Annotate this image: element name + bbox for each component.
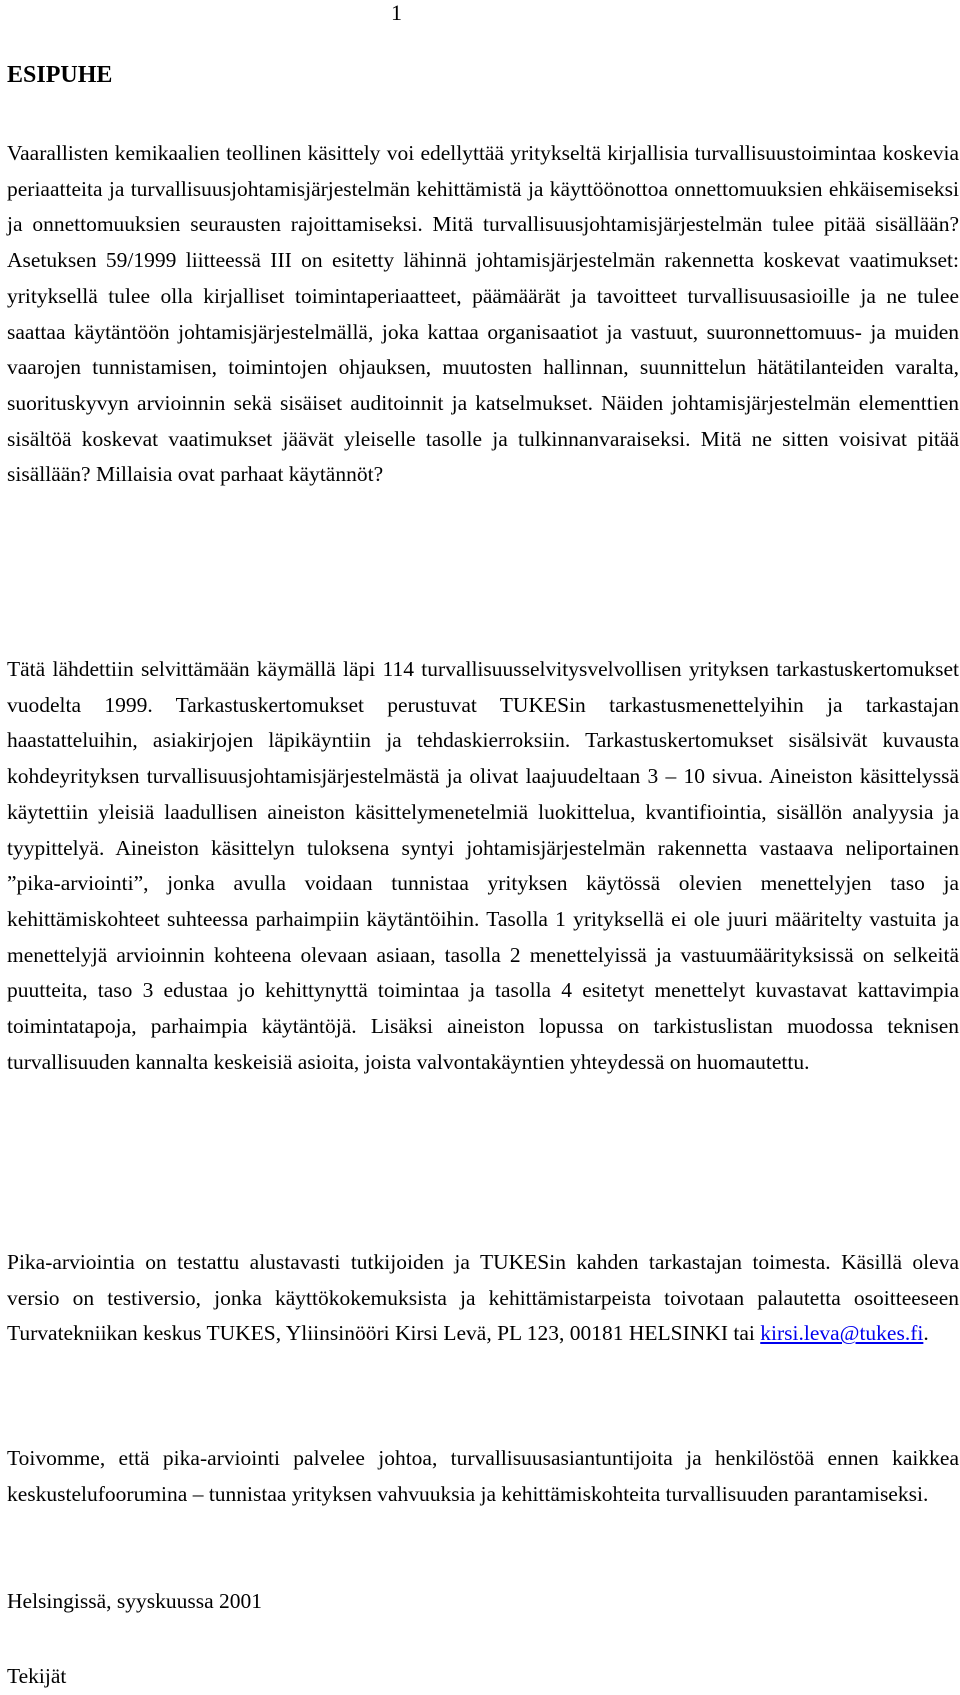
paragraph-feedback — [7, 1245, 959, 1352]
paragraph-method: Tätä lähdettiin selvittämään käymällä läpi 114 turvallisuusselvitysvelvollisen yrityksen tarkastuskertomukset vuodelta 1999. Tarkastuskertomukset perustuvat TUKESin tarkastusmenettelyihin ja tarkastajan haastatteluihin, asiakirjojen läpikäyntiin ja tehdaskierroksiin. Tarkastuskertomukset sisälsivät kuvausta kohdeyrityksen turvallisuusjohtamisjärjestelmästä ja olivat laajuudeltaan 3 – 10 sivua. Aineiston käsittelyssä käytettiin yleisiä laadullisen aineiston käsittelymenetelmiä luokittelua, kvantifiointia, sisällön analyysia ja tyypittelyä. Aineiston käsittelyn tuloksena syntyi johtamisjärjestelmän rakennetta vastaava neliportainen ”pika-arviointi”, jonka avulla voidaan tunnistaa yrityksen käytössä olevien menettelyjen taso ja kehittämiskohteet suhteessa parhaimpiin käytäntöihin. Tasolla 1 yrityksellä ei ole juuri määritelty vastuita ja menettelyjä arvioinnin kohteena olevaan asiaan, tasolla 2 menettelyissä ja vastuumäärityksissä on selkeitä puutteita, taso 3 edustaa jo kehittynyttä toimintaa ja tasolla 4 esitetyt menettelyt kuvastavat kattavimpia toimintatapoja, parhaimpia käytäntöjä. Lisäksi aineiston lopussa on tarkistuslistan muodossa teknisen turvallisuuden kannalta keskeisiä asioita, joista valvontakäyntien yhteydessä on huomautettu. — [7, 657, 959, 1074]
page-number: 1 — [391, 0, 402, 25]
place-date: Helsingissä, syyskuussa 2001 — [7, 1589, 263, 1613]
paragraph-closing: Toivomme, että pika-arviointi palvelee johtoa, turvallisuusasiantuntijoita ja henkilöstöä ennen kaikkea keskustelufoorumina – tunnistaa yrityksen vahvuuksia ja kehittämiskohteita turvallisuuden parantamiseksi. — [7, 1446, 959, 1506]
paragraph-intro: Vaarallisten kemikaalien teollinen käsittely voi edellyttää yritykseltä kirjallisia turvallisuustoimintaa koskevia periaatteita ja turvallisuusjohtamisjärjestelmän kehittämistä ja käyttöönottoa onnettomuuksien ehkäisemiseksi ja onnettomuuksien seurausten rajoittamiseksi. Mitä turvallisuusjohtamisjärjestelmän tulee pitää sisällään? Asetuksen 59/1999 liitteessä III on esitetty lähinnä johtamisjärjestelmän rakennetta koskevat vaatimukset: yrityksellä tulee olla kirjalliset toimintaperiaatteet, päämäärät ja tavoitteet turvallisuusasioille ja ne tulee saattaa käytäntöön johtamisjärjestelmällä, joka kattaa organisaatiot ja vastuut, suuronnettomuus- ja muiden vaarojen tunnistamisen, toimintojen ohjauksen, muutosten hallinnan, suunnittelun hätätilanteiden varalta, suorituskyvyn arvioinnin sekä sisäiset auditoinnit ja katselmukset. Näiden johtamisjärjestelmän elementtien sisältöä koskevat vaatimukset jäävät yleiselle tasolle ja tulkinnanvaraiseksi. Mitä ne sitten voisivat pitää sisällään? Millaisia ovat parhaat käytännöt? — [7, 141, 959, 487]
page-title: ESIPUHE — [7, 62, 113, 88]
paragraph-feedback-end: . — [923, 1321, 929, 1346]
email-link[interactable]: kirsi.leva@tukes.fi — [760, 1321, 924, 1346]
paragraph-feedback-text: Pika-arviointia on testattu alustavasti tutkijoiden ja TUKESin kahden tarkastajan toimesta. Käsillä oleva versio on testiversio, jonka käyttökokemuksista ja kehittämistarpeista toivotaan palautetta osoitteeseen Turvatekniikan keskus TUKES, Yliinsinööri Kirsi Levä, PL 123, 00181 HELSINKI tai — [7, 1250, 959, 1346]
signature-authors: Tekijät — [7, 1664, 67, 1688]
